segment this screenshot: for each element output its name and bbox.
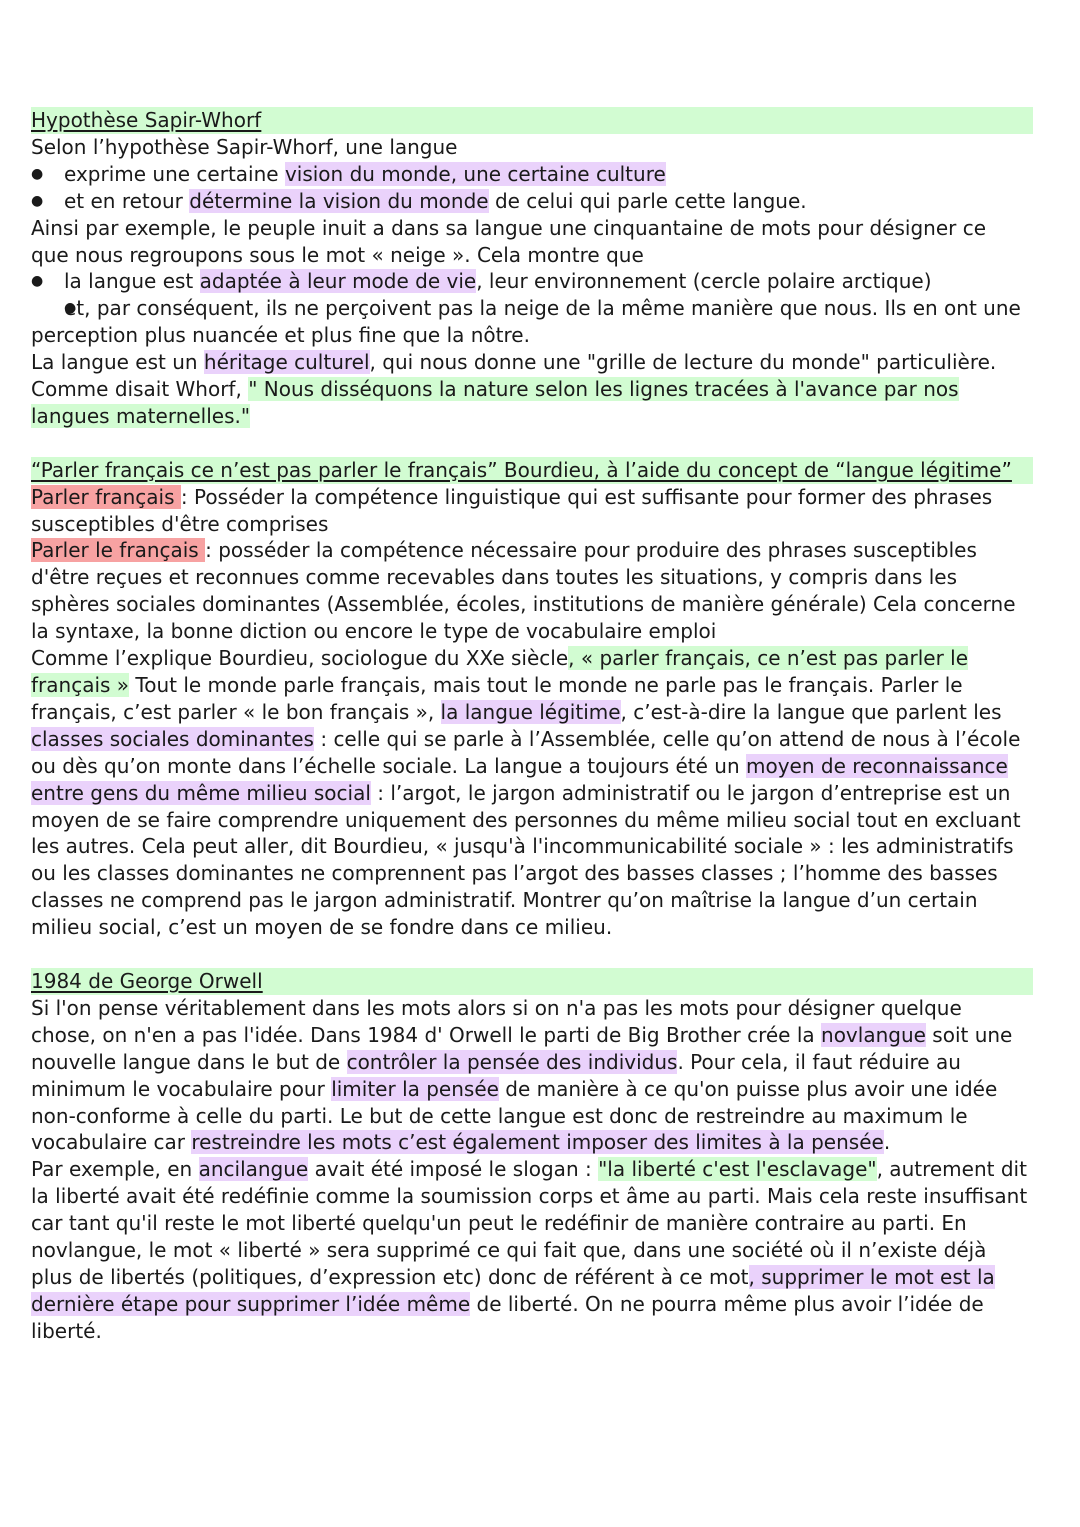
highlight: novlangue [821, 1022, 926, 1047]
highlight: " Nous disséquons la nature selon les lignes tracées à l'avance par nos langues maternelles." [31, 377, 959, 428]
highlight: "la liberté c'est l'esclavage" [598, 1157, 877, 1182]
section-heading: “Parler français ce n’est pas parler le français” Bourdieu, à l’aide du concept de “langue légitime” [31, 457, 1033, 484]
highlight: classes sociales dominantes [31, 726, 314, 751]
highlight: adaptée à leur mode de vie [199, 269, 477, 294]
list-item: ● et, par conséquent, ils ne perçoivent pas la neige de la même manière que nous. Ils en ont une perception plus nuancée et plus fine que la nôtre. [31, 295, 1030, 349]
paragraph: Comme l’explique Bourdieu, sociologue du XXe siècle, « parler français, ce n’est pas parler le français » Tout le monde parle français, mais tout le monde ne parle pas le français. Parler le français, c’est parler « le bon français », la langue légitime, c’est-à-dire la langue que parlent les classes sociales dominantes : celle qui se parle à l’Assemblée, celle qu’on attend de nous à l’école ou dès qu’on monte dans l’échelle sociale. La langue a toujours été un moyen de reconnaissance entre gens du même milieu social : l’argot, le jargon administratif ou le jargon d’entreprise est un moyen de se faire comprendre uniquement des personnes du même milieu social tout en excluant les autres. Cela peut aller, dit Bourdieu, « jusqu'à l'incommunicabilité sociale » : les administratifs ou les classes dominantes ne comprennent pas l’argot des basses classes ; l’homme des basses classes ne comprend pas le jargon administratif. Montrer qu’on maîtrise la langue d’un certain milieu social, c’est un moyen de se fondre dans ce milieu. [31, 646, 1021, 940]
list-item: ● la langue est adaptée à leur mode de vie, leur environnement (cercle polaire arctique) [31, 268, 1030, 295]
paragraph: Ainsi par exemple, le peuple inuit a dans sa langue une cinquantaine de mots pour désigner ce que nous regroupons sous le mot « neige ». Cela montre que [31, 215, 987, 267]
highlight: contrôler la pensée des individus [346, 1049, 678, 1074]
section-sapir-whorf [31, 107, 1030, 430]
paragraph: Si l'on pense véritablement dans les mots alors si on n'a pas les mots pour désigner quelque chose, on n'en a pas l'idée. Dans 1984 d' Orwell le parti de Big Brother crée la novlangue soit une nouvelle langue dans le but de contrôler la pensée des individus. Pour cela, il faut réduire au minimum le vocabulaire pour limiter la pensée de manière à ce qu'on puisse plus avoir une idée non-conforme à celle du parti. Le but de cette langue est donc de restreindre au maximum le vocabulaire car restreindre les mots c’est également imposer des limites à la pensée. [31, 995, 1013, 1155]
bullet-list [31, 268, 1030, 349]
section-heading: Hypothèse Sapir-Whorf [31, 107, 1033, 134]
paragraph: Selon l’hypothèse Sapir-Whorf, une langue [31, 134, 458, 159]
highlight: Parler le français [31, 538, 206, 563]
section-bourdieu [31, 457, 1030, 941]
paragraph: Comme disait Whorf, " Nous disséquons la nature selon les lignes tracées à l'avance par nos langues maternelles." [31, 377, 959, 428]
highlight: détermine la vision du monde [189, 188, 489, 213]
paragraph: La langue est un héritage culturel, qui nous donne une "grille de lecture du monde" particulière. [31, 350, 997, 375]
highlight: vision du monde, une certaine culture [284, 161, 666, 186]
list-item: ● exprime une certaine vision du monde, une certaine culture [31, 161, 1030, 188]
section-orwell [31, 968, 1030, 1345]
highlight: restreindre les mots c’est également imposer des limites à la pensée [191, 1130, 884, 1155]
paragraph: Par exemple, en ancilangue avait été imposé le slogan : "la liberté c'est l'esclavage", autrement dit la liberté avait été redéfinie comme la soumission corps et âme au parti. Mais cela reste insuffisant car tant qu'il reste le mot liberté quelqu'un peut le redéfinir de manière contraire au parti. En novlangue, le mot « liberté » sera supprimé ce qui fait que, dans une société où il n’existe déjà plus de libertés (politiques, d’expression etc) donc de référent à ce mot, supprimer le mot est la dernière étape pour supprimer l’idée même de liberté. On ne pourra même plus avoir l’idée de liberté. [31, 1157, 1028, 1343]
section-heading: 1984 de George Orwell [31, 968, 1033, 995]
highlight: Parler français [31, 484, 181, 509]
definition: Parler le français : posséder la compétence nécessaire pour produire des phrases susceptibles d'être reçues et reconnues comme recevables dans toutes les situations, y compris dans les sphères sociales dominantes (Assemblée, écoles, institutions de manière générale) Cela concerne la syntaxe, la bonne diction ou encore le type de vocabulaire emploi [31, 538, 1016, 644]
highlight: héritage culturel [203, 350, 370, 375]
list-item: ● et en retour détermine la vision du monde de celui qui parle cette langue. [31, 188, 1030, 215]
bullet-list [31, 161, 1030, 215]
highlight: limiter la pensée [331, 1076, 499, 1101]
highlight: la langue légitime [440, 699, 621, 724]
highlight: moyen de reconnaissance entre gens du même milieu social [31, 753, 1008, 805]
highlight: , supprimer le mot est la dernière étape pour supprimer l’idée même [31, 1264, 995, 1316]
highlight: , « parler français, ce n’est pas parler le français » [31, 646, 969, 698]
highlight: ancilangue [198, 1157, 309, 1182]
definition: Parler français : Posséder la compétence linguistique qui est suffisante pour former des phrases susceptibles d'être comprises [31, 484, 993, 536]
